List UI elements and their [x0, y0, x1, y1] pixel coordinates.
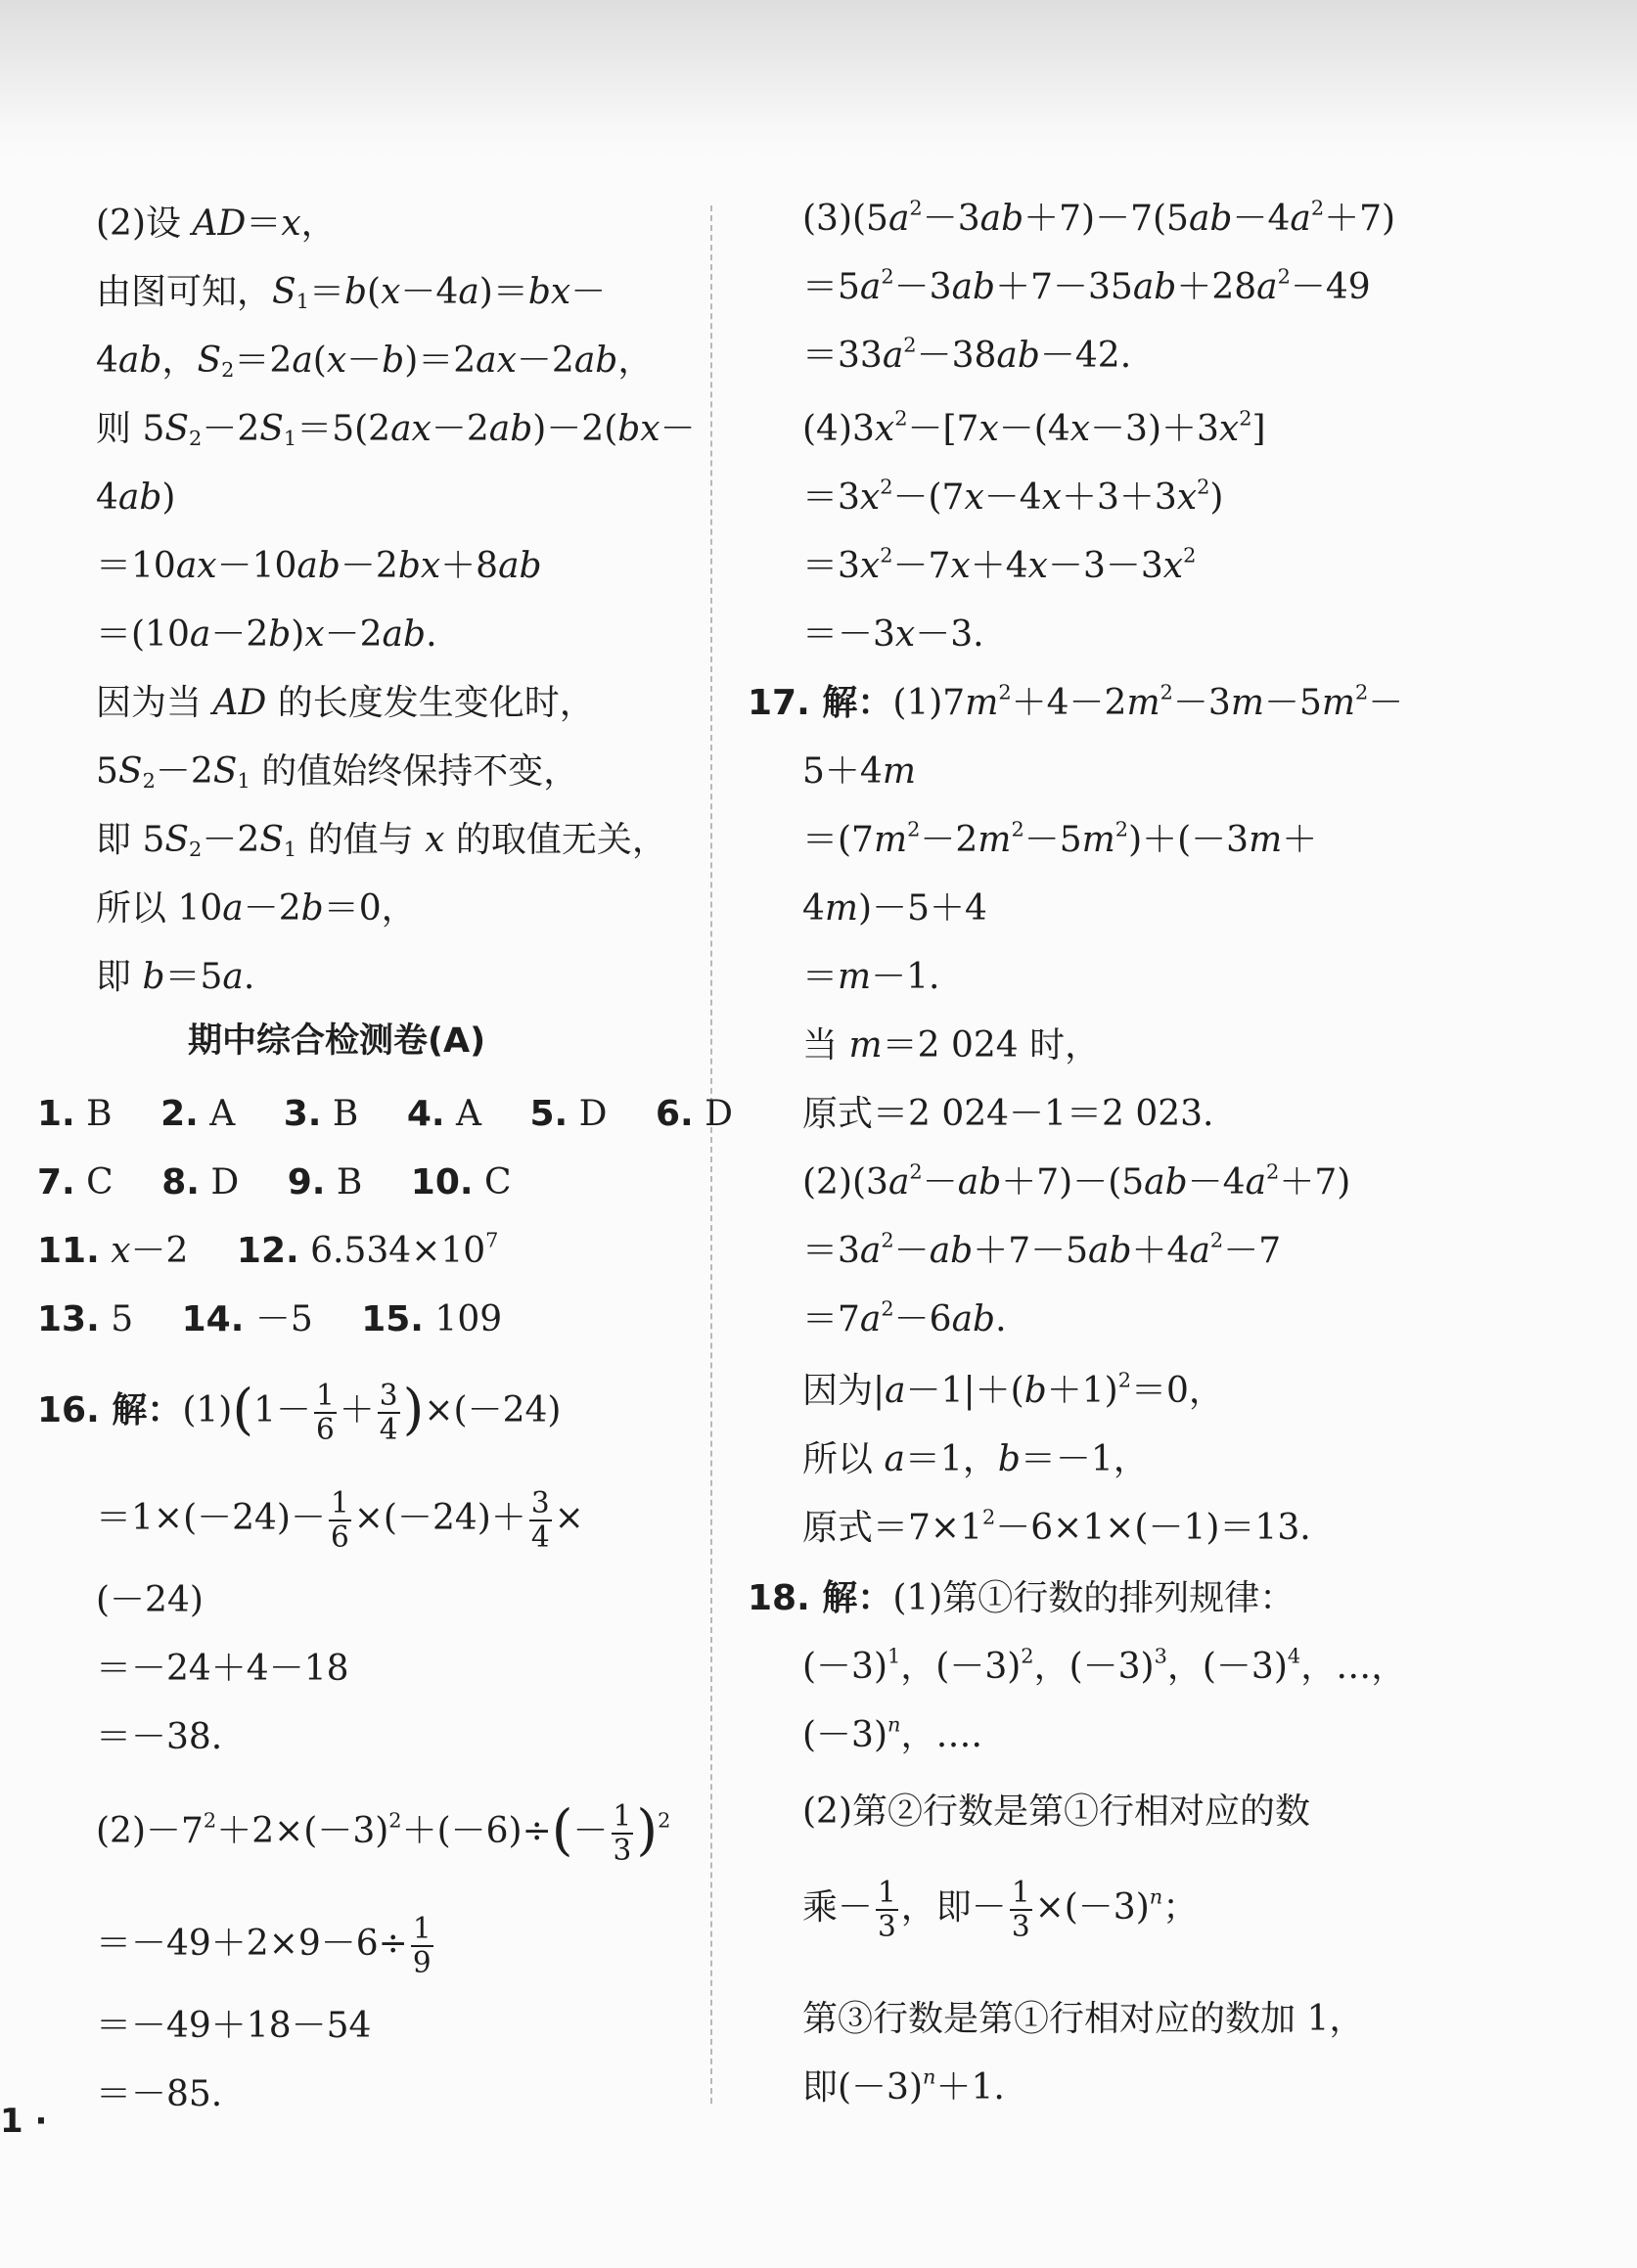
text-line: $5S_2-2S_1$ 的值始终保持不变， — [96, 751, 579, 794]
text-line: 因为当 AD 的长度发生变化时， — [96, 683, 595, 723]
answer-item: 2. A — [160, 1094, 236, 1134]
question-label: 16. 解： — [37, 1390, 183, 1431]
text-line: 当 m＝2 024 时， — [802, 1025, 1101, 1066]
text-line: 由图可知，$S_1=b(x-4a)=bx-$ — [96, 272, 607, 314]
answers-row — [37, 1296, 539, 1343]
text-line: 原式＝2 024－1＝2 023. — [802, 1094, 1214, 1134]
section-title: 期中综合检测卷(A) — [188, 1021, 486, 1061]
page-number: 1 · — [0, 2102, 48, 2141]
question-label: 17. 解： — [748, 683, 893, 723]
question-18: 18. 解：(1)第①行数的排列规律： — [748, 1578, 1296, 1618]
text-line: 即$(-3)^n+1$. — [802, 2064, 1005, 2108]
text-line: (2)第②行数是第①行相对应的数 — [802, 1792, 1310, 1832]
answers-row — [37, 1228, 535, 1275]
column-divider — [710, 205, 712, 2104]
answer-item: 6. D — [655, 1094, 734, 1134]
text-line: $(-3)^n$，…. — [802, 1712, 982, 1755]
text-line: 所以 10a－2b＝0， — [96, 888, 417, 929]
text-line: 第③行数是第①行相对应的数加 1， — [802, 1999, 1365, 2039]
text-line: ＝－38. — [96, 1717, 223, 1757]
text-line: 因为$|a-1|+(b+1)^2=0$， — [802, 1368, 1224, 1411]
text-line: $(4)3x^2-[7x-(4x-3)+3x^2]$ — [802, 406, 1266, 449]
text-line: 则 $5S_2-2S_1=5(2ax-2ab)-2(bx-$ — [96, 409, 696, 451]
text-line: 即 $5S_2-2S_1$ 的值与 x 的取值无关， — [96, 820, 667, 862]
answer-item: 15. 109 — [361, 1299, 503, 1339]
text-line: ＝－24＋4－18 — [96, 1649, 349, 1689]
text-line: 4ab) — [96, 477, 176, 518]
text-line: ＝－85. — [96, 2074, 223, 2114]
answer-item: 5. D — [529, 1094, 608, 1134]
text-line: 5＋4m — [802, 751, 916, 792]
text-line: $=33a^2-38ab-42$. — [802, 333, 1132, 376]
question-17: 17. 解：$(1)7m^2+4-2m^2-3m-5m^2-$ — [748, 680, 1404, 723]
answer-item: 1. B — [37, 1094, 113, 1134]
question-16: 16. 解：(1)(1－ $\frac{1}{6}$ ＋ $\frac{3}{4}$ )×(－24) — [37, 1378, 562, 1447]
text-line: $=(7m^2-2m^2-5m^2)+(-3m+$ — [802, 817, 1318, 860]
text-line: $=3x^2-7x+4x-3-3x^2$ — [802, 543, 1197, 586]
text-line: ＝1×(－24)－ $\frac{1}{6}$ ×(－24)＋ $\frac{3}{4}$ × — [96, 1486, 584, 1555]
answer-item: 3. B — [283, 1094, 359, 1134]
text-line: 乘－ $\frac{1}{3}$ ，即－ $\frac{1}{3}$ $\times(-3)^n$； — [802, 1876, 1199, 1944]
text-line: ＝－49＋18－54 — [96, 2006, 372, 2046]
answer-item: 14. －5 — [181, 1299, 313, 1339]
answers-row — [37, 1159, 549, 1206]
text-line: $=3a^2-ab+7-5ab+4a^2-7$ — [802, 1228, 1282, 1271]
question-label: 18. 解： — [748, 1578, 893, 1618]
answer-item: 13. 5 — [37, 1299, 134, 1339]
text-line: (2)设 AD＝x， — [96, 204, 337, 244]
answer-item: 10. C — [410, 1162, 512, 1202]
answer-item: 8. D — [161, 1162, 240, 1202]
answer-item: 9. B — [287, 1162, 363, 1202]
text-line: ＝－49＋2×9－6÷ $\frac{1}{9}$ — [96, 1912, 432, 1980]
text-line: 原式$=7\times 1^2-6\times 1\times(-1)=13$. — [802, 1505, 1311, 1548]
text-line: $=5a^2-3ab+7-35ab+28a^2-49$ — [802, 264, 1371, 307]
text-line: ＝(10a－2b)x－2ab. — [96, 614, 437, 655]
scan-shadow — [0, 0, 1637, 157]
text-line: 即 b＝5a. — [96, 957, 255, 997]
text-line: ＝－3x－3. — [802, 614, 984, 655]
text-line: (－24) — [96, 1580, 204, 1620]
answer-item: 11. x－2 — [37, 1231, 189, 1271]
answer-item: 7. C — [37, 1162, 114, 1202]
text-line: 4m)－5＋4 — [802, 888, 987, 929]
text-line: ＝m－1. — [802, 957, 940, 997]
answer-item: 4. A — [406, 1094, 482, 1134]
text-line: $(2)(3a^2-ab+7)-(5ab-4a^2+7)$ — [802, 1159, 1351, 1202]
text-line: $=3x^2-(7x-4x+3+3x^2)$ — [802, 475, 1224, 518]
text-line: $=7a^2-6ab$. — [802, 1296, 1007, 1339]
text-line: $(-3)^1$，$(-3)^2$，$(-3)^3$，$(-3)^4$，…， — [802, 1644, 1407, 1687]
text-line: $(3)(5a^2-3ab+7)-7(5ab-4a^2+7)$ — [802, 196, 1396, 239]
text-line: $(2)-7^2+2\times(-3)^2+(-6)\div(-$ $\frac{1}{3}$ )$^2$ — [96, 1798, 671, 1868]
text-line: 4ab，$S_2=2a(x-b)=2ax-2ab$， — [96, 340, 654, 383]
answers-row — [37, 1091, 770, 1138]
answer-item: 12. $6.534\times 10^7$ — [236, 1228, 499, 1271]
text-line: 所以 a＝1，b＝－1， — [802, 1439, 1149, 1479]
text-line: ＝10ax－10ab－2bx＋8ab — [96, 546, 542, 586]
